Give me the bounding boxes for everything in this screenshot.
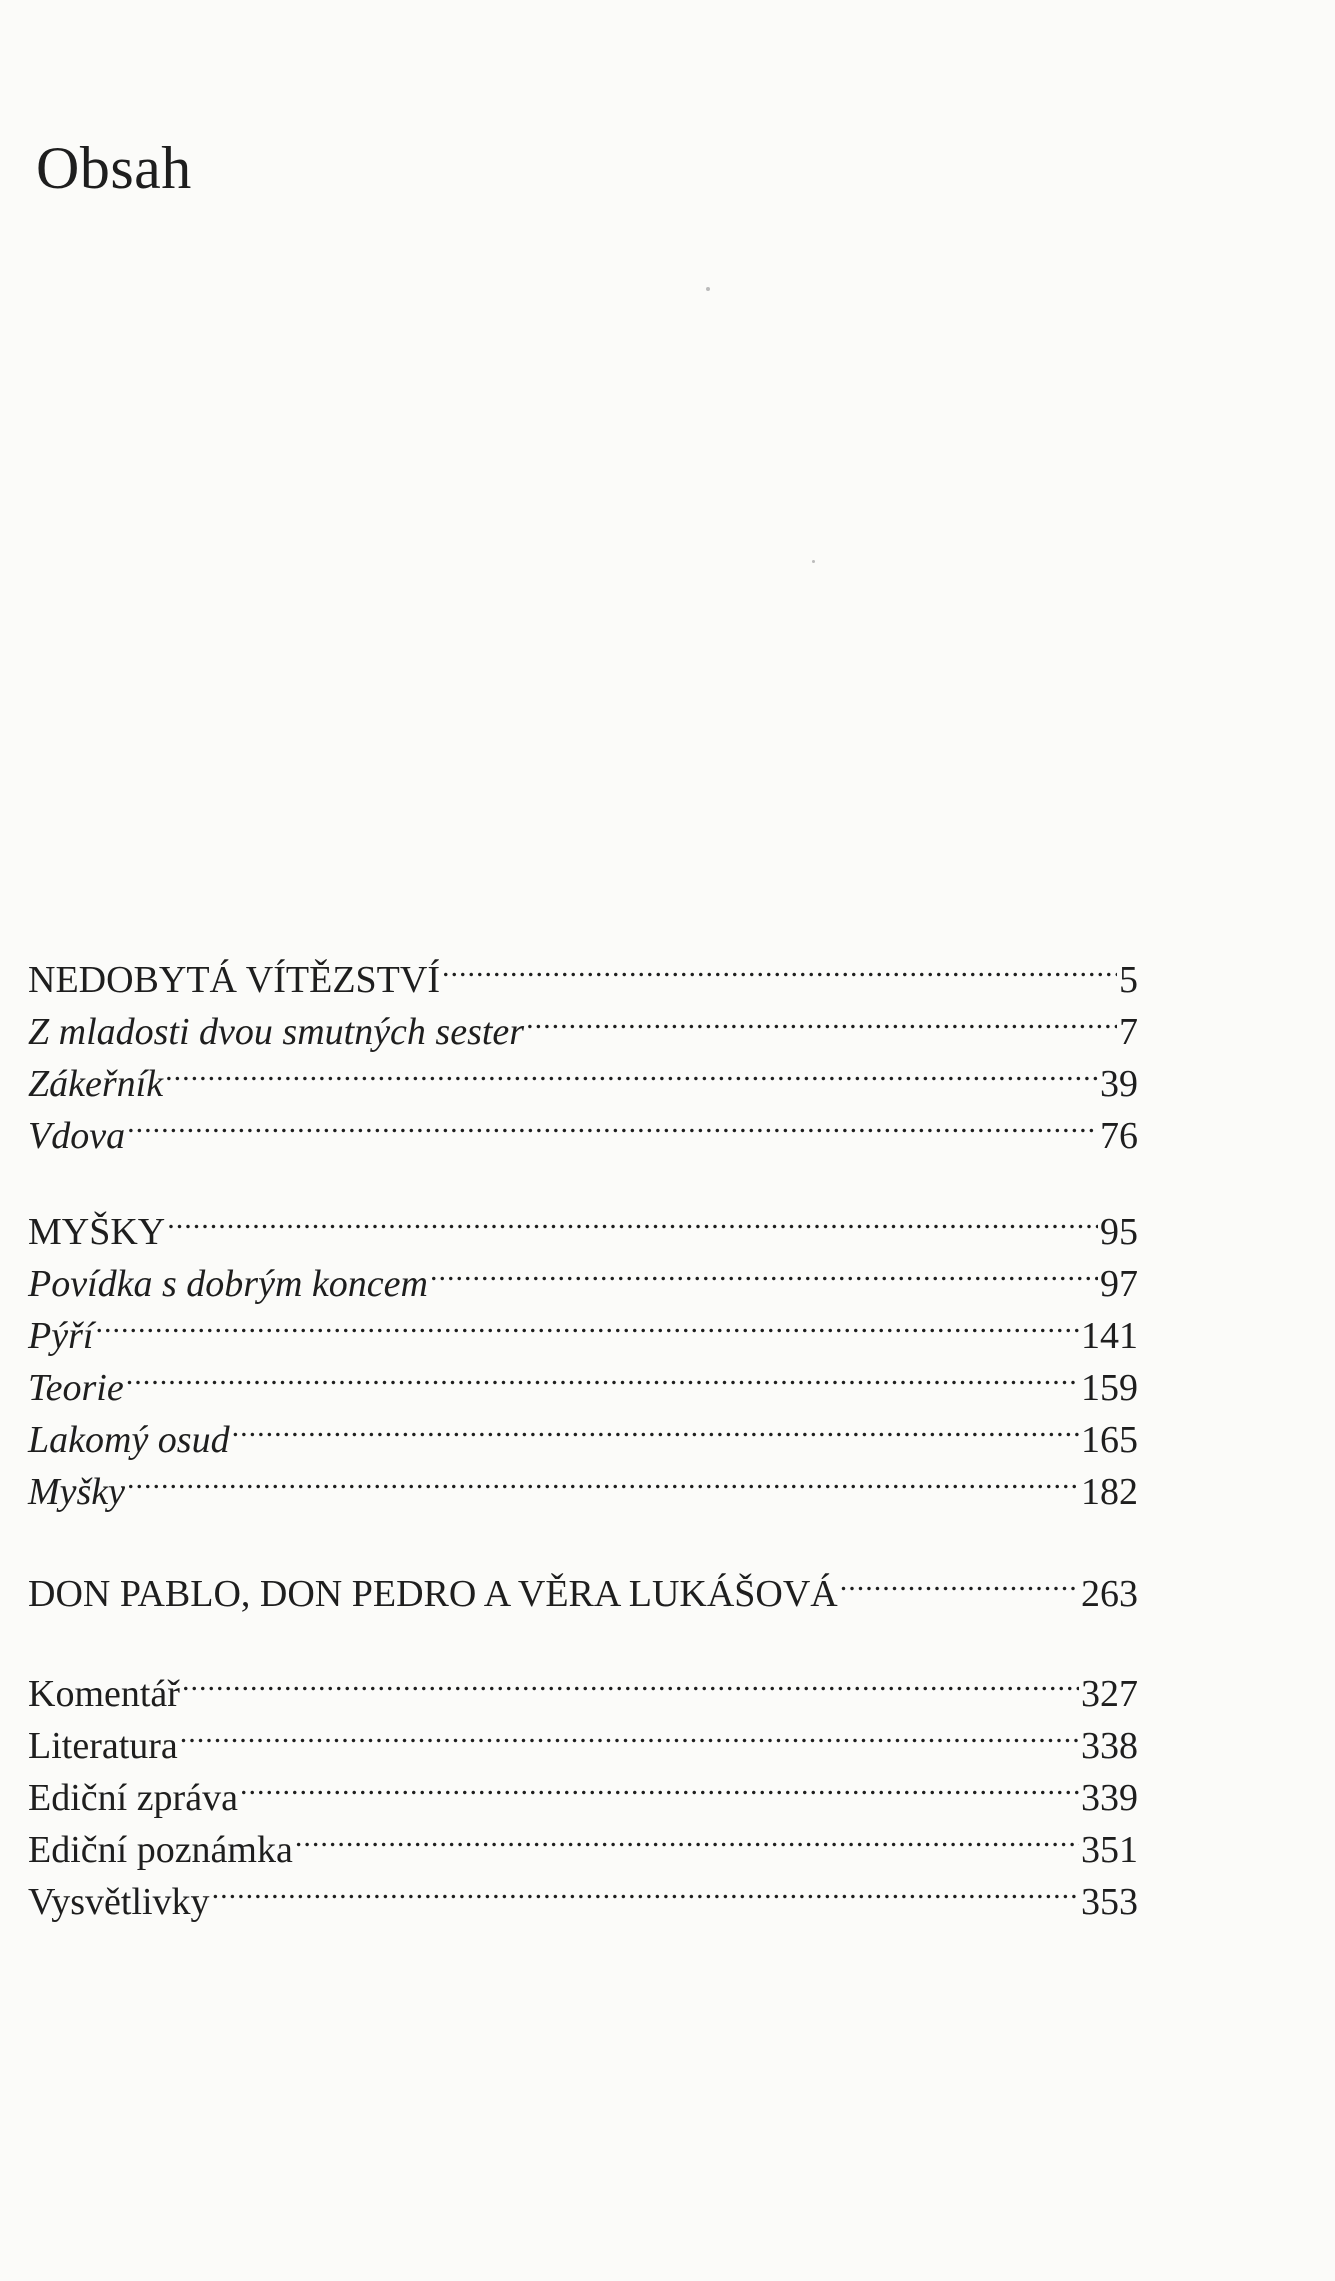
toc-entry-page: 159 xyxy=(1081,1367,1138,1409)
dot-leader xyxy=(430,1244,1098,1296)
toc-entry-label: Vdova xyxy=(28,1115,126,1157)
table-of-contents xyxy=(28,940,1138,1923)
toc-entry xyxy=(28,1296,1138,1357)
toc-entry-page: 263 xyxy=(1081,1573,1138,1615)
toc-section-don-pablo xyxy=(28,1554,1138,1615)
dot-leader xyxy=(840,1554,1079,1606)
toc-section-nedobyta-vitezstvi xyxy=(28,940,1138,1157)
toc-entry-label: NEDOBYTÁ VÍTĚZSTVÍ xyxy=(28,959,440,1001)
dot-leader xyxy=(126,1348,1079,1400)
toc-entry-page: 76 xyxy=(1100,1115,1138,1157)
toc-entry xyxy=(28,1348,1138,1409)
toc-entry-page: 182 xyxy=(1081,1471,1138,1513)
toc-entry-page: 141 xyxy=(1081,1315,1138,1357)
toc-entry xyxy=(28,1400,1138,1461)
toc-entry-label: Ediční zpráva xyxy=(28,1777,238,1819)
dot-leader xyxy=(526,992,1117,1044)
toc-entry-label: MYŠKY xyxy=(28,1211,166,1253)
toc-entry-label: Zákeřník xyxy=(28,1063,164,1105)
toc-entry-page: 327 xyxy=(1081,1673,1138,1715)
toc-entry-label: Komentář xyxy=(28,1673,180,1715)
toc-entry-label: Myšky xyxy=(28,1471,126,1513)
toc-entry xyxy=(28,1244,1138,1305)
toc-entry-page: 339 xyxy=(1081,1777,1138,1819)
toc-entry xyxy=(28,1096,1138,1157)
dot-leader xyxy=(95,1296,1079,1348)
paper-speck xyxy=(812,560,815,563)
toc-entry xyxy=(28,1554,1138,1615)
toc-entry-page: 338 xyxy=(1081,1725,1138,1767)
toc-entry-page: 353 xyxy=(1081,1881,1138,1923)
toc-entry xyxy=(28,1192,1138,1253)
toc-entry-label: Pýří xyxy=(28,1315,94,1357)
dot-leader xyxy=(180,1706,1079,1758)
toc-entry-page: 7 xyxy=(1119,1011,1138,1053)
dot-leader xyxy=(442,940,1117,992)
toc-entry xyxy=(28,1044,1138,1105)
dot-leader xyxy=(127,1452,1079,1504)
toc-entry-page: 351 xyxy=(1081,1829,1138,1871)
dot-leader xyxy=(167,1192,1098,1244)
toc-entry-page: 5 xyxy=(1119,959,1138,1001)
toc-entry xyxy=(28,940,1138,1001)
toc-section-mysky xyxy=(28,1192,1138,1513)
toc-section-appendix xyxy=(28,1654,1138,1923)
page-title: Obsah xyxy=(36,135,192,201)
paper-speck xyxy=(706,287,710,291)
toc-entry xyxy=(28,1706,1138,1767)
toc-entry xyxy=(28,1452,1138,1513)
dot-leader xyxy=(165,1044,1098,1096)
dot-leader xyxy=(295,1810,1079,1862)
dot-leader xyxy=(182,1654,1079,1706)
dot-leader xyxy=(127,1096,1098,1148)
toc-entry-page: 39 xyxy=(1100,1063,1138,1105)
dot-leader xyxy=(212,1862,1079,1914)
toc-entry-label: Lakomý osud xyxy=(28,1419,230,1461)
toc-entry-label: Z mladosti dvou smutných sester xyxy=(28,1011,525,1053)
toc-entry-label: Ediční poznámka xyxy=(28,1829,293,1871)
toc-entry xyxy=(28,1758,1138,1819)
toc-entry-page: 97 xyxy=(1100,1263,1138,1305)
toc-entry-label: Literatura xyxy=(28,1725,178,1767)
toc-entry xyxy=(28,1654,1138,1715)
toc-entry-page: 95 xyxy=(1100,1211,1138,1253)
toc-entry-label: Vysvětlivky xyxy=(28,1881,210,1923)
toc-entry-label: DON PABLO, DON PEDRO A VĚRA LUKÁŠOVÁ xyxy=(28,1573,838,1615)
toc-entry-label: Teorie xyxy=(28,1367,124,1409)
toc-entry-page: 165 xyxy=(1081,1419,1138,1461)
dot-leader xyxy=(232,1400,1079,1452)
toc-entry-label: Povídka s dobrým koncem xyxy=(28,1263,428,1305)
dot-leader xyxy=(240,1758,1079,1810)
